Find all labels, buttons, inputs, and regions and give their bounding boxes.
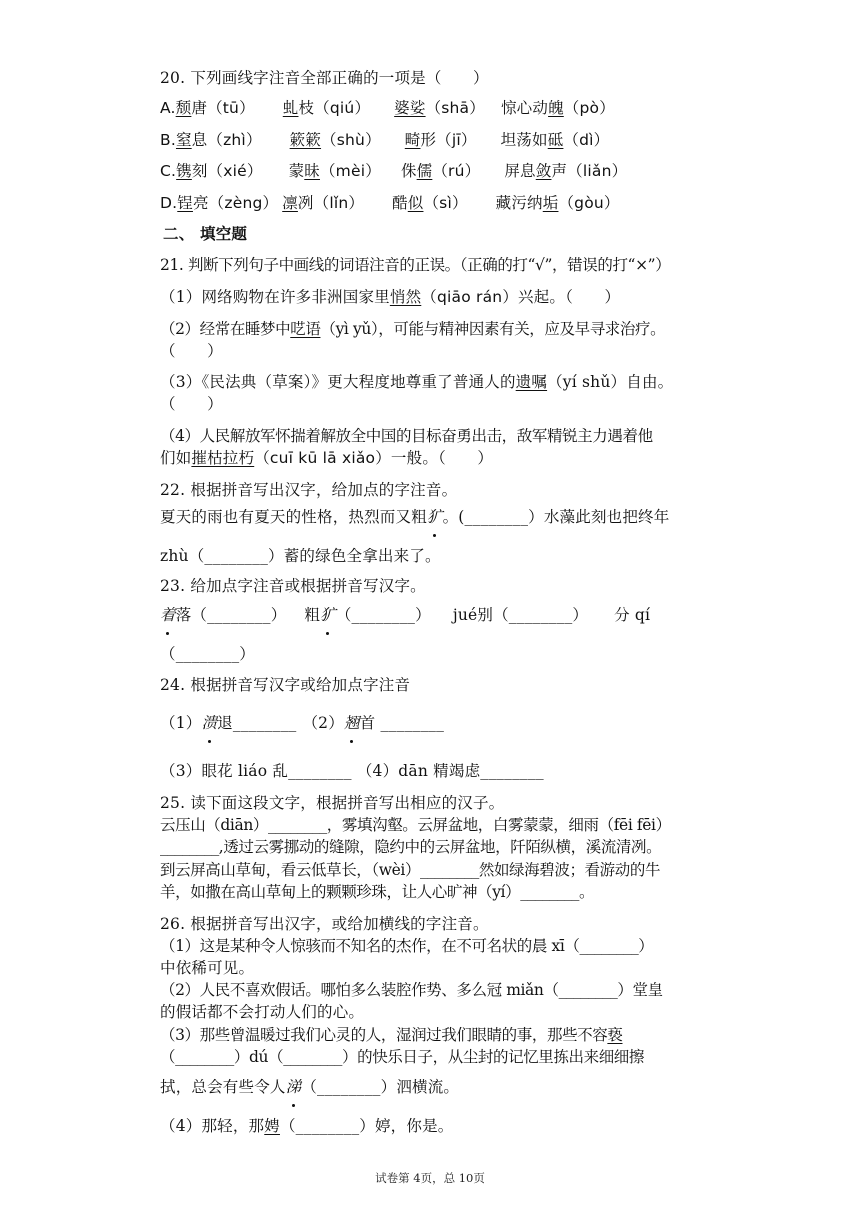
q21-item-2: （2）经常在睡梦中呓语（yì yǔ），可能与精神因素有关，应及早寻求治疗。 xyxy=(160,320,666,338)
q24-line2: （3）眼花 liáo 乱________ （4）dān 精竭虑________ xyxy=(160,762,544,780)
q24-line1: （1）溃退________ （2）翘首 ________ xyxy=(160,714,445,732)
q21-stem: 21. 判断下列句子中画线的词语注音的正误。（正确的打“√”，错误的打“×”） xyxy=(160,256,671,274)
q21-item-1: （1）网络购物在许多非洲国家里悄然（qiāo rán）兴起。（ ） xyxy=(160,288,621,306)
q23-stem: 23. 给加点字注音或根据拼音写汉字。 xyxy=(160,577,426,595)
q20-option-d: D.锃亮（zèng） 凛冽（lǐn） 酷似（sì） 藏污纳垢（gòu） xyxy=(160,194,620,212)
q25-stem: 25. 读下面这段文字，根据拼音写出相应的汉子。 xyxy=(160,794,505,812)
q21-item-3: （3）《民法典（草案）》更大程度地尊重了普通人的遗嘱（yí shǔ）自由。 xyxy=(160,373,674,391)
q25-line4: 羊，如撒在高山草甸上的颗颗珍珠，让人心旷神（yí）________。 xyxy=(160,883,595,901)
q22-stem: 22. 根据拼音写出汉字，给加点的字注音。 xyxy=(160,481,458,499)
q26-stem: 26. 根据拼音写出汉字，或给加横线的字注音。 xyxy=(160,915,489,933)
q26-line8: （4）那轻，那娉（________）婷，你是。 xyxy=(160,1117,454,1135)
q26-line6: （________）dú（________）的快乐日子，从尘封的记忆里拣出来细细擦 xyxy=(160,1048,645,1066)
q20-option-c: C.镌刻（xié） 蒙昧（mèi） 侏儒（rú） 屏息敛声（liǎn） xyxy=(160,162,628,180)
q20-option-a: A.颓唐（tū） 虬枝（qiú） 婆娑（shā） 惊心动魄（pò） xyxy=(160,99,615,117)
q26-line3: （2）人民不喜欢假话。哪怕多么装腔作势、多么冠 miǎn（________）堂皇 xyxy=(160,981,663,999)
q22-line2: zhù（________）蓄的绿色全拿出来了。 xyxy=(160,547,441,565)
q26-line4: 的假话都不会打动人们的心。 xyxy=(160,1003,365,1021)
q26-line2: 中依稀可见。 xyxy=(160,959,255,977)
q20-stem: 20. 下列画线字注音全部正确的一项是（ ） xyxy=(160,69,489,87)
q25-line3: 到云屏高山草甸，看云低草长，（wèi）________然如绿海碧波；看游动的牛 xyxy=(160,861,661,879)
q23-line1: 着落（________） 粗犷（________） jué别（________） 分 qí xyxy=(160,606,651,624)
q22-line1: 夏天的雨也有夏天的性格，热烈而又粗犷。(________）水藻此刻也把终年 xyxy=(160,508,670,526)
q26-line5: （3）那些曾温暖过我们心灵的人，湿润过我们眼睛的事，那些不容亵 xyxy=(160,1026,623,1044)
page-footer: 试卷第 4页，总 10页 xyxy=(375,1171,485,1185)
q26-line7: 拭，总会有些令人涕（________）泗横流。 xyxy=(160,1078,460,1096)
section-heading: 二、 填空题 xyxy=(163,224,248,243)
q20-option-b: B.窒息（zhì） 簌簌（shù） 畸形（jī） 坦荡如砥（dì） xyxy=(160,131,610,149)
q21-item-3-blank: （ ） xyxy=(160,395,223,413)
q21-item-2-blank: （ ） xyxy=(160,342,223,360)
q21-item-4-line2: 们如摧枯拉朽（cuī kū lā xiǎo）一般。（ ） xyxy=(160,449,494,467)
q25-line2: ________,透过云雾挪动的缝隙，隐约中的云屏盆地，阡陌纵横，溪流清冽。 xyxy=(160,838,662,856)
q24-stem: 24. 根据拼音写汉字或给加点字注音 xyxy=(160,676,411,694)
q21-item-4-line1: （4）人民解放军怀揣着解放全中国的目标奋勇出击，敌军精锐主力遇着他 xyxy=(160,427,653,445)
q25-line1: 云压山（diān）________，雾填沟壑。云屏盆地，白雾蒙蒙，细雨（fēi fēi） xyxy=(160,816,671,834)
q26-line1: （1）这是某种令人惊骇而不知名的杰作，在不可名状的晨 xī（________） xyxy=(160,937,654,955)
q23-line2: （________） xyxy=(160,645,256,663)
